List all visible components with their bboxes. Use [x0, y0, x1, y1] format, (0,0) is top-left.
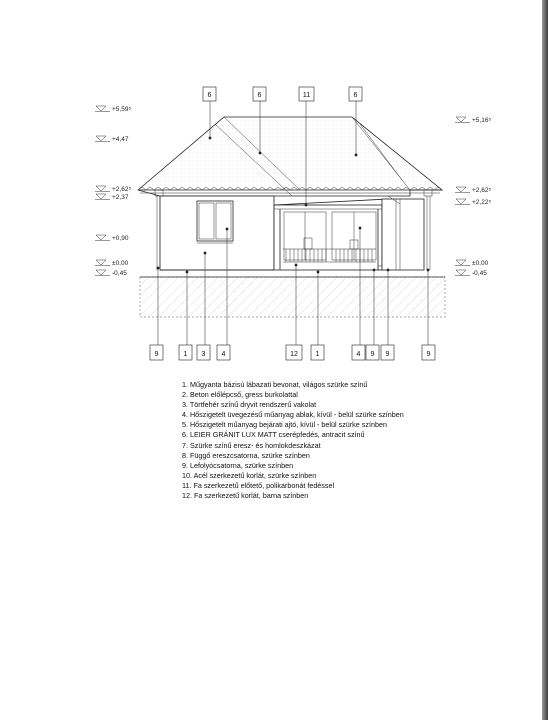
tag-label: 9: [154, 351, 159, 358]
level-label: +5,59⁵: [112, 106, 132, 113]
level-label: +4,47: [112, 136, 129, 143]
legend-item: 4. Hőszigetelt üvegezésű műanyag ablak, kívül - belül szürke színben: [182, 410, 404, 420]
window: [197, 201, 233, 241]
level-label: ±0,00: [112, 260, 129, 267]
level-label: ±0,00: [472, 260, 489, 267]
tag-label: 1: [183, 351, 188, 358]
legend-item: 11. Fa szerkezetű előtető, polikarbonát fedéssel: [182, 480, 335, 490]
top-tags: [203, 87, 362, 101]
tag-label: 6: [257, 92, 262, 99]
level-label: -0,45: [112, 270, 127, 277]
legend-item: 6. LEIER GRÁNIT LUX MATT cserépfedés, antracit színű: [182, 430, 365, 440]
level-label: +2,62⁵: [472, 187, 492, 194]
porch: [274, 196, 424, 270]
ground-hatch: [140, 277, 445, 317]
tag-label: 9: [385, 351, 390, 358]
legend-item: 9. Lefolyócsatorna, szürke színben: [182, 460, 294, 470]
legend-item: 5. Hőszigetelt műanyag bejárati ajtó, kívül - belül szürke színben: [182, 420, 387, 430]
level-label: +2,62⁵: [112, 186, 132, 193]
tag-label: 4: [356, 351, 361, 358]
tag-label: 9: [426, 351, 431, 358]
level-label: -0,45: [472, 270, 487, 277]
legend-item: 7. Szürke színű eresz- és homlokdeszkázat: [182, 440, 321, 450]
legend-item: 2. Beton előlépcső, gress burkolattal: [182, 390, 298, 400]
tag-label: 9: [370, 351, 375, 358]
legend-item: 10. Acél szerkezetű korlát, szürke színben: [182, 470, 317, 480]
materials-legend: [182, 380, 482, 501]
tag-label: 4: [221, 351, 226, 358]
legend-item: 3. Törtfehér színű dryvit rendszerű vakolat: [182, 400, 317, 410]
legend-item: 8. Függő ereszcsatorna, szürke színben: [182, 450, 310, 460]
tag-label: 6: [353, 92, 358, 99]
level-markers-left: [95, 106, 131, 277]
tag-label: 1: [315, 351, 320, 358]
level-label: +0,90: [112, 235, 129, 242]
roof: [138, 117, 442, 196]
level-label: +5,16⁵: [472, 117, 492, 124]
tag-label: 3: [201, 351, 206, 358]
tag-label: 11: [302, 92, 311, 99]
level-label: +2,22⁵: [472, 199, 492, 206]
legend-item: 12. Fa szerkezetű korlát, barna színben: [182, 491, 309, 501]
level-markers-right: [455, 117, 491, 277]
bottom-tags: [150, 345, 435, 360]
tag-label: 6: [207, 92, 212, 99]
tag-label: 12: [290, 351, 298, 358]
level-label: +2,37: [112, 194, 129, 201]
legend-item: 1. Műgyanta bázisú lábazati bevonat, világos szürke színű: [182, 380, 368, 389]
